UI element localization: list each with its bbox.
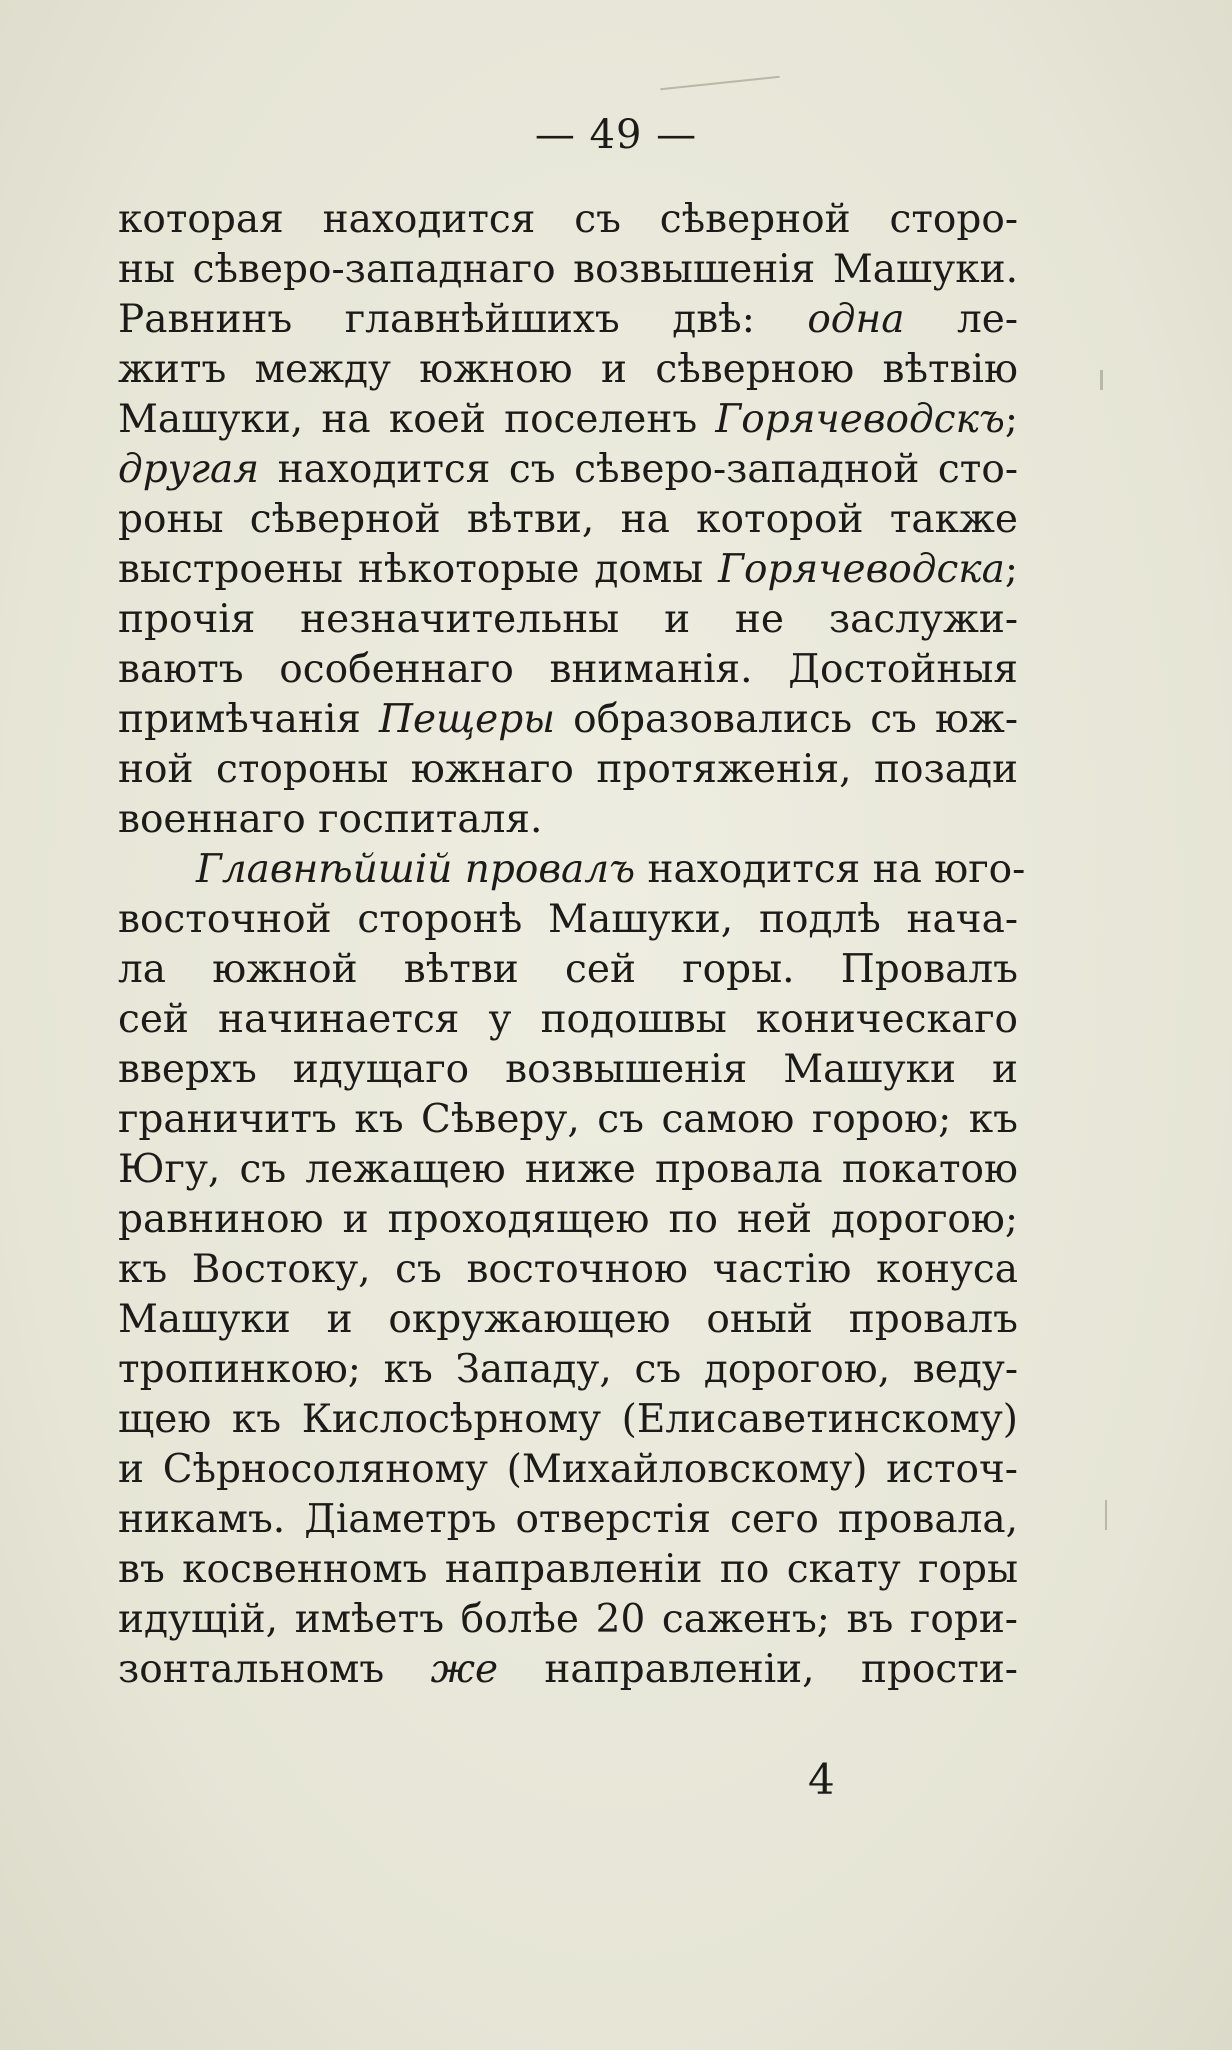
- text-segment: ле-: [904, 297, 1018, 342]
- text-segment: щею къ Кислосѣрному (Елисаветинскому): [118, 1397, 1018, 1442]
- text-segment: Машуки, на коей поселенъ: [118, 397, 716, 442]
- text-segment: зонтальномъ: [118, 1647, 431, 1692]
- text-line: [118, 1095, 1018, 1145]
- text-segment: житъ между южною и сѣверною вѣтвію: [118, 347, 1018, 392]
- text-line: [118, 695, 1018, 745]
- text-line: [118, 245, 1018, 295]
- text-line: [118, 445, 1018, 495]
- page-blemish: [1105, 1500, 1107, 1530]
- text-segment: выстроены нѣкоторые домы: [118, 547, 719, 592]
- text-segment: сей начинается у подошвы коническаго: [118, 997, 1018, 1042]
- text-segment: никамъ. Діаметръ отверстія сего провала,: [118, 1497, 1018, 1542]
- text-line: [118, 945, 1018, 995]
- text-line: [118, 995, 1018, 1045]
- text-segment: Машуки и окружающею оный провалъ: [118, 1297, 1018, 1342]
- text-line: [118, 1645, 1018, 1695]
- text-line: [118, 1345, 1018, 1395]
- page-blemish: [1100, 370, 1103, 390]
- text-line: [118, 545, 1018, 595]
- text-line: [118, 895, 1018, 945]
- italic-term: Пещеры: [379, 697, 555, 742]
- text-segment: роны сѣверной вѣтви, на которой также: [118, 497, 1018, 542]
- text-line: [118, 1395, 1018, 1445]
- italic-term: Горячеводскъ: [715, 397, 1005, 442]
- text-line: [118, 795, 1018, 845]
- text-line: [118, 495, 1018, 545]
- text-segment: ;: [1004, 397, 1018, 442]
- text-segment: идущій, имѣетъ болѣе 20 саженъ; въ гори-: [118, 1597, 1018, 1642]
- text-line: [118, 1595, 1018, 1645]
- text-line: [118, 1195, 1018, 1245]
- text-segment: Равнинъ главнѣйшихъ двѣ:: [118, 297, 808, 342]
- text-segment: ла южной вѣтви сей горы. Провалъ: [118, 947, 1018, 992]
- signature-mark: 4: [808, 1755, 835, 1804]
- text-segment: которая находится съ сѣверной сторо-: [118, 197, 1018, 242]
- italic-term: Главнѣйшій провалъ: [196, 847, 636, 892]
- text-line: [118, 845, 1026, 895]
- text-segment: къ Востоку, съ восточною частію конуса: [118, 1247, 1018, 1292]
- text-segment: равниною и проходящею по ней дорогою;: [118, 1197, 1018, 1242]
- text-segment: примѣчанія: [118, 697, 380, 742]
- text-line: [118, 395, 1018, 445]
- text-segment: образовались съ юж-: [555, 697, 1019, 742]
- italic-term: одна: [807, 297, 905, 342]
- text-line: [118, 1245, 1018, 1295]
- text-line: [118, 1295, 1018, 1345]
- text-segment: направленіи, прости-: [498, 1647, 1018, 1692]
- italic-term: другая: [118, 447, 260, 492]
- text-line: [118, 1495, 1018, 1545]
- text-segment: въ косвенномъ направленіи по скату горы: [118, 1547, 1018, 1592]
- text-segment: восточной сторонѣ Машуки, подлѣ нача-: [118, 897, 1018, 942]
- text-segment: находится съ сѣверо-западной сто-: [259, 447, 1018, 492]
- text-segment: вверхъ идущаго возвышенія Машуки и: [118, 1047, 1018, 1092]
- body-text: [118, 195, 1026, 1695]
- text-segment: ной стороны южнаго протяженія, позади: [118, 747, 1018, 792]
- text-segment: граничитъ къ Сѣверу, съ самою горою; къ: [118, 1097, 1018, 1142]
- text-line: [118, 195, 1018, 245]
- text-line: [118, 745, 1018, 795]
- text-line: [118, 1445, 1018, 1495]
- text-line: [118, 1045, 1018, 1095]
- text-segment: ;: [1004, 547, 1018, 592]
- page-number: — 49 —: [534, 112, 698, 158]
- text-line: [118, 595, 1018, 645]
- text-segment: прочія незначительны и не заслужи-: [118, 597, 1018, 642]
- text-segment: Югу, съ лежащею ниже провала покатою: [118, 1147, 1018, 1192]
- italic-term: Горячеводска: [718, 547, 1005, 592]
- italic-term: же: [430, 1647, 499, 1692]
- text-segment: военнаго госпиталя.: [118, 797, 543, 842]
- text-line: [118, 295, 1018, 345]
- page-blemish: [660, 76, 780, 91]
- text-line: [118, 1145, 1018, 1195]
- text-segment: тропинкою; къ Западу, съ дорогою, веду-: [118, 1347, 1018, 1392]
- text-line: [118, 1545, 1018, 1595]
- text-line: [118, 645, 1018, 695]
- text-line: [118, 345, 1018, 395]
- text-segment: находится на юго-: [635, 847, 1026, 892]
- text-segment: ваютъ особеннаго вниманія. Достойныя: [118, 647, 1018, 692]
- text-segment: и Сѣрносоляному (Михайловскому) источ-: [118, 1447, 1018, 1492]
- text-segment: ны сѣверо-западнаго возвышенія Машуки.: [118, 247, 1018, 292]
